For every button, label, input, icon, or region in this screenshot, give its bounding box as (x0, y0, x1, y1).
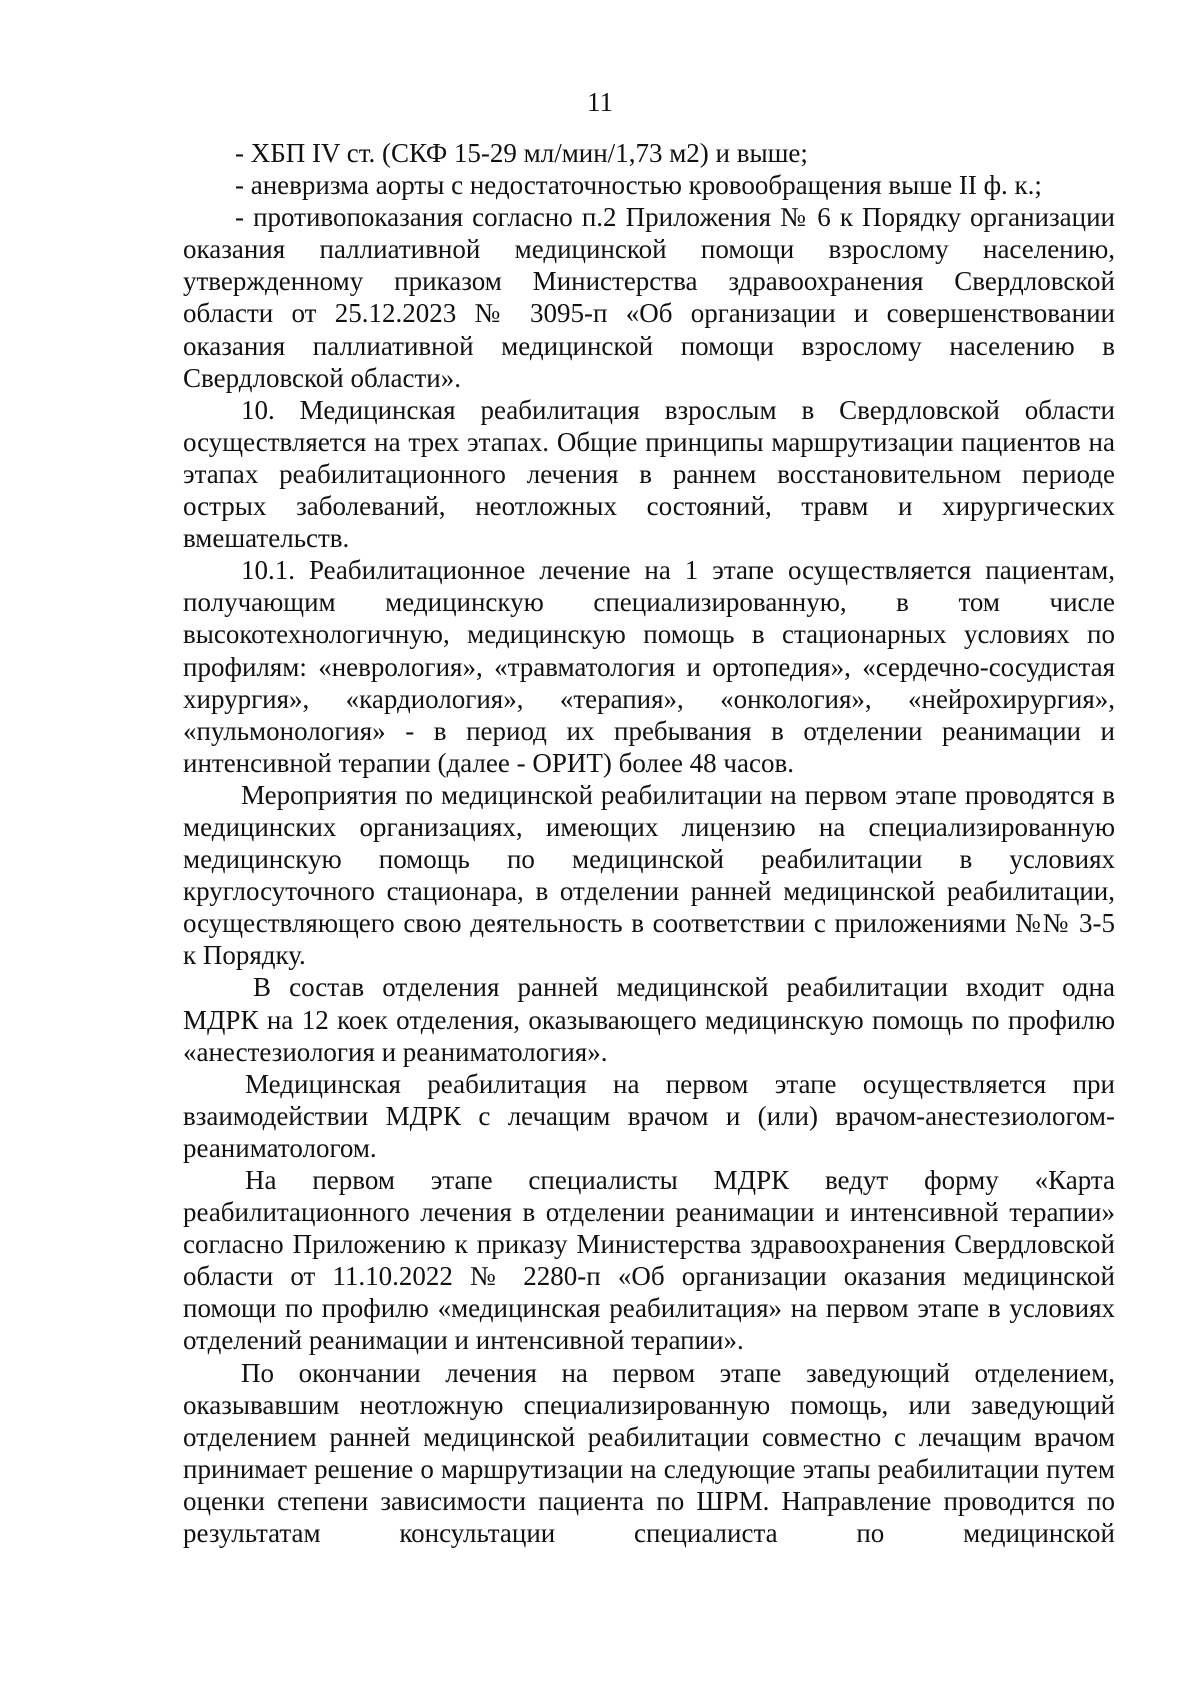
list-item-aortic-aneurysm: - аневризма аорты с недостаточностью кровообращения выше II ф. к.; (235, 170, 1042, 201)
routing-decision-paragraph: По окончании лечения на первом этапе заведующий отделением, оказывавшим неотложную специализированную помощь, или заведующий отделением ранней медицинской реабилитации совместно с лечащим врачом принимает решение о маршрутизации на следующие этапы реабилитации путем оценки степени зависимости пациента по ШРМ. Направление проводится по результатам консультации специалиста по медицинской (183, 1357, 1115, 1549)
page-number: 11 (587, 87, 613, 117)
list-item-ckd: - ХБП IV ст. (СКФ 15-29 мл/мин/1,73 м2) и выше; (235, 138, 808, 168)
rehab-card-paragraph: На первом этапе специалисты МДРК ведут форму «Карта реабилитационного лечения в отделении реанимации и интенсивной терапии» согласно Приложению к приказу Министерства здравоохранения Свердловской области от 11.10.2022 № 2280-п «Об организации оказания медицинской помощи по профилю «медицинская реабилитация» на первом этапе в условиях отделений реанимации и интенсивной терапии». (183, 1165, 1115, 1356)
list-item-palliative-contraindications: - противопоказания согласно п.2 Приложения № 6 к Порядку организации оказания паллиативной медицинской помощи взрослому населению, утвержденному приказом Министерства здравоохранения Свердловской области от 25.12.2023 № 3095-п «Об организации и совершенствовании оказания паллиативной медицинской помощи взрослому населению в Свердловской области». (183, 202, 1115, 393)
mdrk-interaction-paragraph: Медицинская реабилитация на первом этапе осуществляется при взаимодействии МДРК с лечащим врачом и (или) врачом-анестезиологом-реаниматологом. (183, 1068, 1115, 1163)
early-rehab-unit-paragraph: В состав отделения ранней медицинской реабилитации входит одна МДРК на 12 коек отделения, оказывающего медицинскую помощь по профилю «анестезиология и реаниматология». (183, 972, 1115, 1067)
section-10-paragraph: 10. Медицинская реабилитация взрослым в Свердловской области осуществляется на трех этапах. Общие принципы маршрутизации пациентов на этапах реабилитационного лечения в раннем восстановительном периоде острых заболеваний, неотложных состояний, травм и хирургических вмешательств. (183, 394, 1115, 554)
section-10-1-paragraph: 10.1. Реабилитационное лечение на 1 этапе осуществляется пациентам, получающим медицинскую специализированную, в том числе высокотехнологичную, медицинскую помощь в стационарных условиях по профилям: «неврология», «травматология и ортопедия», «сердечно-сосудистая хирургия», «кардиология», «терапия», «онкология», «нейрохирургия», «пульмонология» - в период их пребывания в отделении реанимации и интенсивной терапии (далее - ОРИТ) более 48 часов. (183, 555, 1115, 778)
document-body (183, 137, 1115, 1549)
stage-one-activities-paragraph: Мероприятия по медицинской реабилитации на первом этапе проводятся в медицинских организациях, имеющих лицензию на специализированную медицинскую помощь по медицинской реабилитации в условиях круглосуточного стационара, в отделении ранней медицинской реабилитации, осуществляющего свою деятельность в соответствии с приложениями №№ 3-5 к Порядку. (183, 779, 1115, 971)
